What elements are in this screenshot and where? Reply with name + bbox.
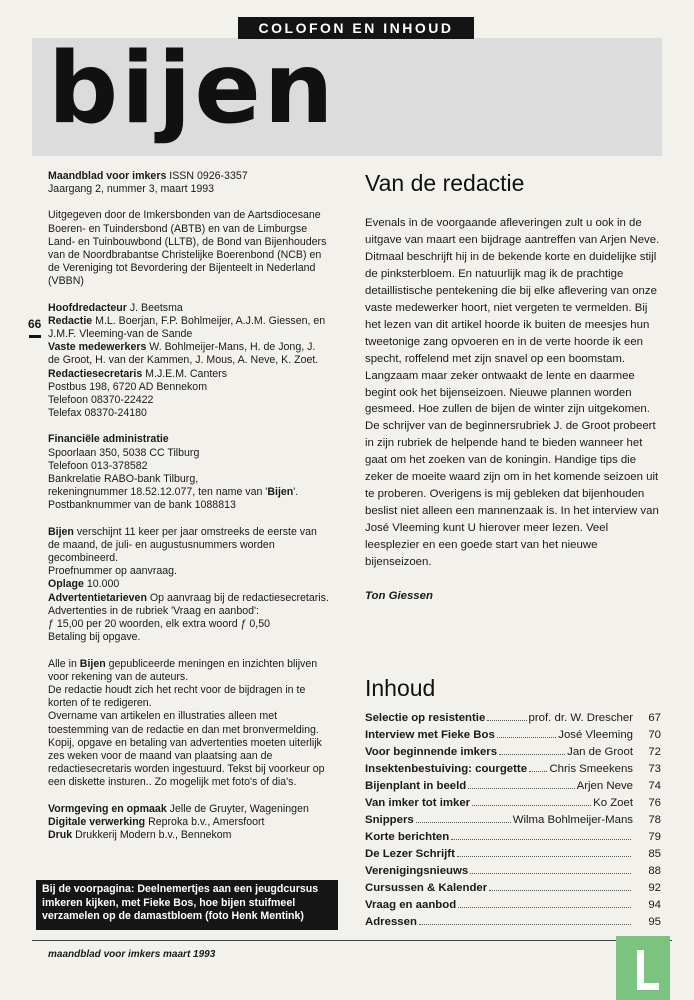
frequency: verschijnt 11 keer per jaar omstreeks de eerste van de maand, de juli- en augustusnummers worden gecombineerd. bbox=[48, 525, 317, 565]
redactie-paragraph-1: Evenals in de voorgaande afleveringen zult u ook in de uitgave van maart een bijdrage aantreffen van Arjen Neve. Ditmaal beschrijft hij in de bekende korte en duidelijke stijl de pinksterbloem. En natuurlijk mag ik de prachtige detaillistische pentekening die bij elke aflevering van onze vaste medewerker hoort, niet vergeten te vermelden. Bij het lezen van dit artikel hoorde ik buiten de meesjes hun tweetonige zang opvoeren en in de verte hoorde ik een specht, roffelend met zijn snavel op een boomstam. Langzaam maar zeker ontwaakt de lente en daarmee begint ook het bijenseizoen. Nieuwe plannen worden gesmeed. Hoe zullen de bijen de winter zijn uitgekomen. bbox=[365, 217, 660, 416]
toc-leader bbox=[451, 839, 631, 840]
toc-author: Arjen Neve bbox=[576, 780, 633, 792]
toc-author: Ko Zoet bbox=[593, 797, 633, 809]
table-of-contents bbox=[365, 710, 661, 931]
toc-leader bbox=[468, 788, 574, 789]
fin-label: Financiële administratie bbox=[48, 433, 169, 446]
hoofdredacteur: J. Beetsma bbox=[126, 301, 183, 314]
issn: ISSN 0926-3357 bbox=[166, 170, 248, 182]
oplage: 10.000 bbox=[83, 578, 120, 591]
digitaal: Reproka b.v., Amersfoort bbox=[145, 815, 265, 828]
toc-row bbox=[365, 710, 661, 727]
toc-title: Korte berichten bbox=[365, 831, 450, 843]
inhoud-heading: Inhoud bbox=[365, 675, 436, 701]
toc-title: Vraag en aanbod bbox=[365, 899, 457, 911]
toc-page: 76 bbox=[648, 797, 661, 809]
tarieven-label: Advertentietarieven bbox=[48, 591, 147, 604]
fin-postbank: Postbanknummer van de bank 1088813 bbox=[48, 499, 236, 512]
toc-row bbox=[365, 829, 661, 846]
toc-leader bbox=[458, 907, 631, 908]
page-number-bar bbox=[29, 335, 41, 338]
redactie-signature: Ton Giessen bbox=[365, 590, 433, 602]
telefax: Telefax 08370-24180 bbox=[48, 407, 147, 420]
toc-author: José Vleeming bbox=[558, 729, 633, 741]
disclaimer-start: Alle in bbox=[48, 657, 80, 670]
toc-row bbox=[365, 761, 661, 778]
toc-leader bbox=[499, 754, 565, 755]
toc-title: Van imker tot imker bbox=[365, 797, 471, 809]
druk-label: Druk bbox=[48, 828, 73, 841]
toc-leader bbox=[472, 805, 591, 806]
toc-page: 73 bbox=[648, 763, 661, 775]
fin-phone: Telefoon 013-378582 bbox=[48, 459, 148, 472]
toc-leader bbox=[470, 873, 631, 874]
digitaal-label: Digitale verwerking bbox=[48, 815, 146, 828]
toc-page: 88 bbox=[648, 865, 661, 877]
betaling: Betaling bij opgave. bbox=[48, 631, 141, 644]
kopij: Kopij, opgave en betaling van advertenties moeten uiterlijk zes weken voor de maand van plaatsing aan de redactiesecretaris worden ingestuurd. Tekst bij voorkeur op een diskette insturen.. Zo mogelijk met foto's of dia's. bbox=[48, 736, 325, 789]
toc-page: 85 bbox=[648, 848, 661, 860]
toc-title: Selectie op resistentie bbox=[365, 712, 486, 724]
toc-row bbox=[365, 846, 661, 863]
toc-title: Adressen bbox=[365, 916, 417, 928]
fin-account-name: Bijen bbox=[267, 486, 294, 499]
toc-row bbox=[365, 795, 661, 812]
redactie-heading: Van de redactie bbox=[365, 170, 525, 196]
vormgeving-label: Vormgeving en opmaak bbox=[48, 802, 167, 815]
toc-leader bbox=[419, 924, 631, 925]
postbus: Postbus 198, 6720 AD Bennekom bbox=[48, 380, 208, 393]
toc-page: 78 bbox=[648, 814, 661, 826]
toc-author: Jan de Groot bbox=[567, 746, 633, 758]
toc-page: 72 bbox=[648, 746, 661, 758]
fin-address: Spoorlaan 350, 5038 CC Tilburg bbox=[48, 446, 200, 459]
prijs: ƒ 15,00 per 20 woorden, elk extra woord ƒ 0,50 bbox=[48, 618, 271, 631]
redactie-paragraph-2: De schrijver van de beginnersrubriek J. de Groot probeert in zijn rubriek de helpende hand te bieden wanneer het gaat om het zoeken van de koningin. Handige tips die zeker de moeite waard zijn om in het komende seizoen uit te proberen. Overigens is mij gebleken dat bijenhouden beslist niet alleen een mannenzaak is. In het interview van José Vleeming kunt U hierover meer lezen. Veel leesplezier en een goede start van het nieuwe bijenseizoen. bbox=[365, 420, 659, 569]
rubriek: Advertenties in de rubriek 'Vraag en aanbod': bbox=[48, 604, 259, 617]
toc-row bbox=[365, 914, 661, 931]
footer-divider bbox=[32, 940, 672, 941]
toc-row bbox=[365, 880, 661, 897]
redactie-label: Redactie bbox=[48, 314, 93, 327]
magazine-logo: bijen bbox=[48, 32, 337, 146]
toc-page: 67 bbox=[648, 712, 661, 724]
toc-leader bbox=[497, 737, 557, 738]
toc-leader bbox=[489, 890, 631, 891]
page-number: 66 bbox=[28, 317, 42, 331]
recht: De redactie houdt zich het recht voor de bijdragen in te korten of te redigeren. bbox=[48, 683, 306, 710]
secretaris: M.J.E.M. Canters bbox=[142, 367, 227, 380]
masthead-block bbox=[48, 170, 330, 196]
toc-author: Wilma Bohlmeijer-Mans bbox=[512, 814, 633, 826]
toc-row bbox=[365, 778, 661, 795]
vaste-medewerkers-label: Vaste medewerkers bbox=[48, 341, 147, 354]
vaste-medewerkers: W. Bohlmeijer-Mans, H. de Jong, J. de Groot, H. van der Kammen, J. Mous, A. Neve, K. Zoet. bbox=[48, 341, 319, 367]
publisher-info: Uitgegeven door de Imkersbonden van de Aartsdiocesane Boeren- en Tuindersbond (ABTB) en van de Limburgse Land- en Tuinbouwbond (LLTB), de Bond van Bijenhouders van de Noordbrabantse Christelijke Boerenbond (NCB) en de Vereniging tot Bevordering der Bijenteelt in Nederland (VBBN) bbox=[48, 209, 327, 288]
colofon-column bbox=[48, 170, 330, 855]
toc-row bbox=[365, 812, 661, 829]
production-block bbox=[48, 803, 330, 843]
toc-leader bbox=[457, 856, 631, 857]
toc-title: Snippers bbox=[365, 814, 414, 826]
toc-page: 79 bbox=[648, 831, 661, 843]
oplage-label: Oplage bbox=[48, 578, 84, 591]
sticker-l-icon-foot bbox=[637, 983, 659, 990]
vormgeving: Jelle de Gruyter, Wageningen bbox=[166, 802, 309, 815]
toc-row bbox=[365, 744, 661, 761]
overname: Overname van artikelen en illustraties alleen met toestemming van de redactie en dan met bronvermelding. bbox=[48, 710, 319, 736]
toc-leader bbox=[487, 720, 526, 721]
toc-page: 94 bbox=[648, 899, 661, 911]
fin-bank: Bankrelatie RABO-bank Tilburg, bbox=[48, 473, 199, 486]
proefnummer: Proefnummer op aanvraag. bbox=[48, 565, 177, 578]
telefoon: Telefoon 08370-22422 bbox=[48, 394, 154, 407]
section-label: COLOFON EN INHOUD bbox=[238, 17, 474, 39]
disclaimer-bijen: Bijen bbox=[79, 657, 106, 670]
bijen-label: Bijen bbox=[48, 525, 74, 538]
toc-title: Cursussen & Kalender bbox=[365, 882, 488, 894]
subscription-block bbox=[48, 526, 330, 645]
toc-page: 74 bbox=[648, 780, 661, 792]
toc-row bbox=[365, 863, 661, 880]
druk: Drukkerij Modern b.v., Bennekom bbox=[72, 828, 232, 841]
toc-title: Bijenplant in beeld bbox=[365, 780, 467, 792]
toc-leader bbox=[416, 822, 511, 823]
toc-title: Voor beginnende imkers bbox=[365, 746, 498, 758]
cover-caption: Bij de voorpagina: Deelnemertjes aan een jeugdcursus imkeren kijken, met Fieke Bos, hoe bijen stuifmeel verzamelen op de damastbloem (foto Henk Mentink) bbox=[36, 880, 338, 930]
toc-page: 92 bbox=[648, 882, 661, 894]
fin-account: rekeningnummer 18.52.12.077, ten name van ' bbox=[48, 486, 268, 499]
masthead-title: Maandblad voor imkers bbox=[48, 170, 167, 182]
disclaimer-end: gepubliceerde meningen en inzichten blijven voor rekening van de auteurs. bbox=[48, 657, 318, 683]
toc-title: Insektenbestuiving: courgette bbox=[365, 763, 528, 775]
toc-title: Verenigingsnieuws bbox=[365, 865, 469, 877]
toc-leader bbox=[529, 771, 547, 772]
disclaimer-block bbox=[48, 658, 330, 790]
toc-row bbox=[365, 727, 661, 744]
editorial-block bbox=[48, 302, 330, 421]
footer-text: maandblad voor imkers maart 1993 bbox=[48, 949, 216, 960]
redactie-text bbox=[365, 215, 665, 571]
toc-title: De Lezer Schrijft bbox=[365, 848, 455, 860]
fin-account-end: '. bbox=[293, 486, 299, 499]
toc-author: Chris Smeekens bbox=[549, 763, 633, 775]
financial-block bbox=[48, 433, 330, 512]
toc-author: prof. dr. W. Drescher bbox=[528, 712, 633, 724]
secretaris-label: Redactiesecretaris bbox=[48, 367, 143, 380]
hoofdredacteur-label: Hoofdredacteur bbox=[48, 301, 127, 314]
tarieven: Op aanvraag bij de redactiesecretaris. bbox=[146, 591, 329, 604]
toc-page: 70 bbox=[648, 729, 661, 741]
redactie-members: M.L. Boerjan, F.P. Bohlmeijer, A.J.M. Giessen, en J.M.F. Vleeming-van de Sande bbox=[48, 314, 326, 341]
toc-title: Interview met Fieke Bos bbox=[365, 729, 495, 741]
toc-page: 95 bbox=[648, 916, 661, 928]
toc-row bbox=[365, 897, 661, 914]
issue-info: Jaargang 2, nummer 3, maart 1993 bbox=[48, 183, 215, 196]
